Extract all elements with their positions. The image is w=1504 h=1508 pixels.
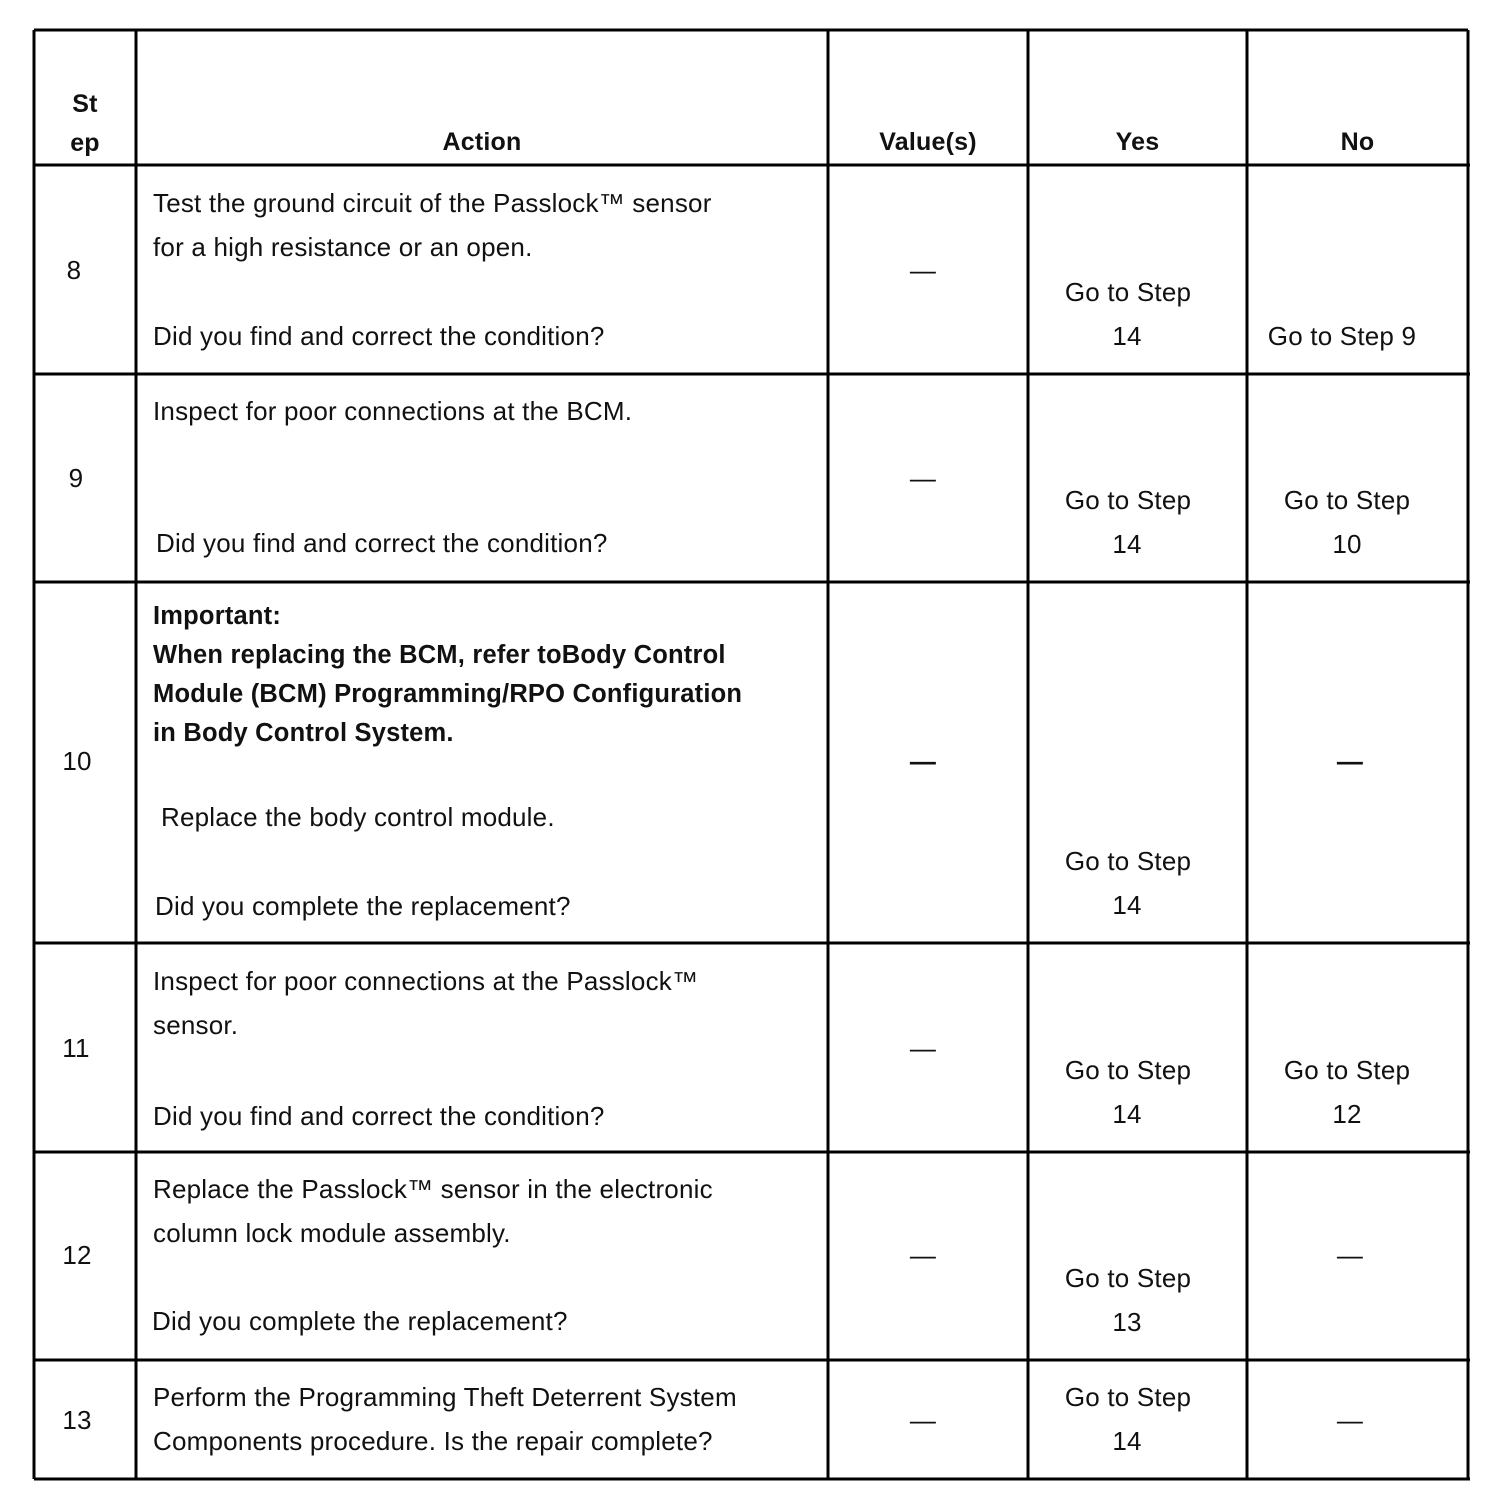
header-step-line2: ep: [70, 129, 100, 157]
action-text: column lock module assembly.: [153, 1218, 511, 1248]
no-dash: —: [1336, 746, 1364, 776]
yes-link[interactable]: Go to Step: [1064, 485, 1192, 515]
no-link[interactable]: Go to Step 9: [1267, 321, 1417, 351]
yes-link-step[interactable]: 14: [1112, 529, 1142, 559]
no-link-step[interactable]: 10: [1332, 529, 1362, 559]
step-number: 13: [62, 1405, 92, 1435]
no-dash: —: [1336, 1240, 1364, 1270]
no-link[interactable]: Go to Step: [1283, 1055, 1411, 1085]
step-number: 8: [66, 255, 82, 285]
action-text: Components procedure. Is the repair complete?: [153, 1426, 713, 1456]
no-link[interactable]: Go to Step: [1283, 485, 1411, 515]
action-text: Inspect for poor connections at the BCM.: [153, 396, 633, 426]
important-label: Important:: [153, 602, 282, 630]
yes-link-step[interactable]: 14: [1112, 1099, 1142, 1129]
action-text: Inspect for poor connections at the Passlock™: [153, 966, 699, 996]
action-text: Perform the Programming Theft Deterrent System: [153, 1382, 737, 1412]
yes-link[interactable]: Go to Step: [1064, 846, 1192, 876]
step-number: 9: [68, 463, 84, 493]
yes-link[interactable]: Go to Step: [1064, 277, 1192, 307]
no-dash: —: [1336, 1405, 1364, 1435]
action-question: Did you find and correct the condition?: [153, 1101, 605, 1131]
step-number: 12: [62, 1240, 92, 1270]
action-text: Replace the body control module.: [161, 802, 555, 832]
action-question: Did you find and correct the condition?: [153, 321, 605, 351]
header-no: No: [1340, 128, 1375, 156]
no-link-step[interactable]: 12: [1332, 1099, 1362, 1129]
important-text: Module (BCM) Programming/RPO Configuration: [153, 680, 743, 708]
important-text: When replacing the BCM, refer toBody Control: [153, 641, 726, 669]
action-question: Did you find and correct the condition?: [156, 528, 608, 558]
yes-link[interactable]: Go to Step: [1064, 1263, 1192, 1293]
value-dash: —: [909, 1405, 937, 1435]
action-question: Did you complete the replacement?: [155, 891, 571, 921]
header-yes: Yes: [1115, 128, 1160, 156]
yes-link-step[interactable]: 14: [1112, 1426, 1142, 1456]
yes-link[interactable]: Go to Step: [1064, 1382, 1192, 1412]
step-number: 10: [62, 746, 92, 776]
header-step-line1: St: [72, 90, 98, 118]
value-dash: —: [909, 255, 937, 285]
step-number: 11: [62, 1033, 90, 1063]
action-text: Test the ground circuit of the Passlock™ sensor: [153, 188, 712, 218]
action-text: sensor.: [153, 1010, 239, 1040]
header-values: Value(s): [879, 128, 977, 156]
yes-link[interactable]: Go to Step: [1064, 1055, 1192, 1085]
yes-link-step[interactable]: 14: [1112, 321, 1142, 351]
important-text: in Body Control System.: [153, 719, 454, 747]
value-dash: —: [909, 463, 937, 493]
action-text: Replace the Passlock™ sensor in the electronic: [153, 1174, 713, 1204]
action-text: for a high resistance or an open.: [153, 232, 533, 262]
yes-link-step[interactable]: 14: [1112, 890, 1142, 920]
header-action: Action: [442, 128, 522, 156]
value-dash: —: [909, 1240, 937, 1270]
value-dash: —: [909, 746, 937, 776]
yes-link-step[interactable]: 13: [1112, 1307, 1142, 1337]
value-dash: —: [909, 1033, 937, 1063]
action-question: Did you complete the replacement?: [152, 1306, 568, 1336]
